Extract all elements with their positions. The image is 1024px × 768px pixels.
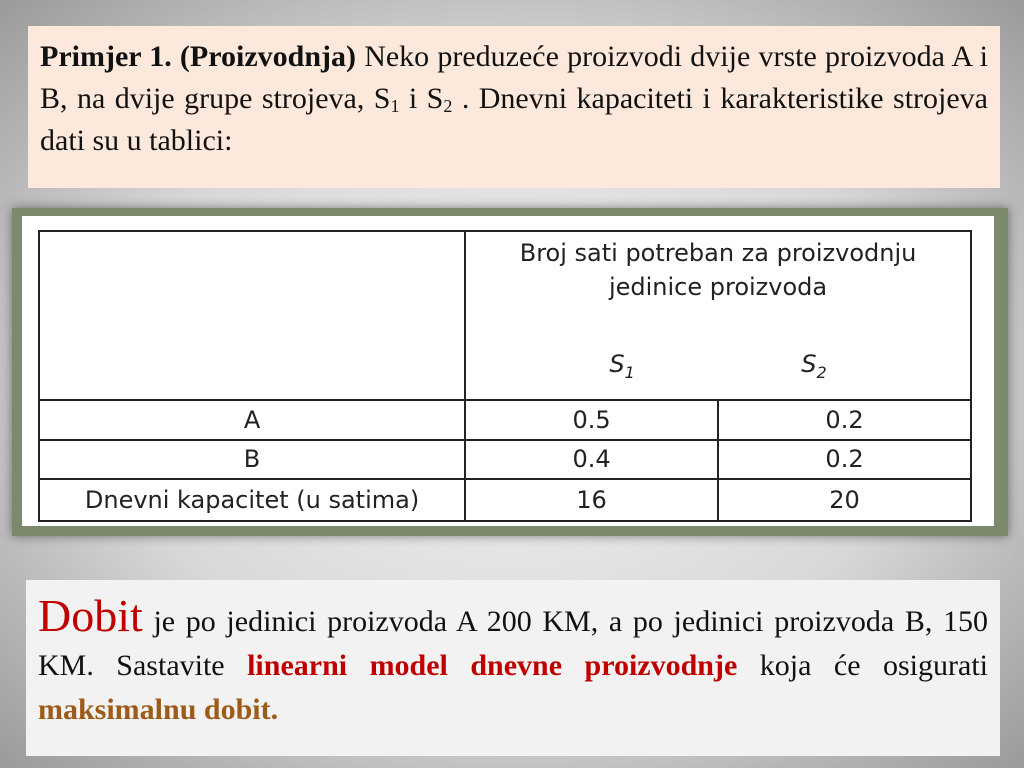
example-subtitle: (Proizvodnja) xyxy=(179,40,357,73)
table-row xyxy=(39,400,971,440)
header-empty-cell xyxy=(39,231,465,400)
header-text xyxy=(466,236,970,304)
cell-s2: 0.2 xyxy=(718,440,971,480)
cell-s1: 16 xyxy=(465,479,718,521)
intro-text-3: . Dnevni kapaciteti i karakteristike strojeva dati su u tablici: xyxy=(40,82,988,157)
subscript-1: 1 xyxy=(390,96,400,116)
capacity-table xyxy=(38,230,972,522)
profit-text-1: je po jedinici proizvoda A 200 KM, a po jedinici proizvoda B, 150 KM. Sastavite xyxy=(38,605,988,682)
cell-s2: 20 xyxy=(718,479,971,521)
header-line-2: jedinice proizvoda xyxy=(608,273,828,301)
row-label: A xyxy=(39,400,465,440)
subscript-2: 2 xyxy=(443,96,453,116)
row-label: B xyxy=(39,440,465,480)
machine-s1-label xyxy=(609,350,635,382)
cell-s1: 0.5 xyxy=(465,400,718,440)
profit-paragraph xyxy=(38,590,988,732)
cell-s1: 0.4 xyxy=(465,440,718,480)
profit-box xyxy=(26,580,1000,756)
s2-sub: 2 xyxy=(816,363,827,382)
header-line-1: Broj sati potreban za proizvodnju xyxy=(519,239,917,267)
table-row xyxy=(39,440,971,480)
table-header-row xyxy=(39,231,971,400)
cell-s2: 0.2 xyxy=(718,400,971,440)
example-title: Primjer 1. xyxy=(40,40,172,73)
profit-word: Dobit xyxy=(38,590,143,641)
profit-highlight-model: linearni model dnevne proizvodnje xyxy=(247,649,738,682)
table-panel xyxy=(22,216,994,526)
table-frame xyxy=(12,208,1008,536)
row-label: Dnevni kapacitet (u satima) xyxy=(39,479,465,521)
s1-letter: S xyxy=(609,350,625,378)
profit-text-2: koja će osigurati xyxy=(737,649,988,682)
s1-sub: 1 xyxy=(624,363,635,382)
s2-letter: S xyxy=(801,350,817,378)
intro-text-2: i S xyxy=(399,82,444,115)
header-cell xyxy=(465,231,971,400)
intro-box xyxy=(28,26,1000,188)
intro-text-1: Neko preduzeće proizvodi dvije vrste proizvoda A i B, na dvije grupe strojeva, S xyxy=(40,40,988,115)
table-row xyxy=(39,479,971,521)
profit-highlight-max: maksimalnu dobit. xyxy=(38,693,279,726)
intro-paragraph xyxy=(40,36,988,162)
machine-s2-label xyxy=(801,350,827,382)
machine-labels xyxy=(466,350,970,382)
